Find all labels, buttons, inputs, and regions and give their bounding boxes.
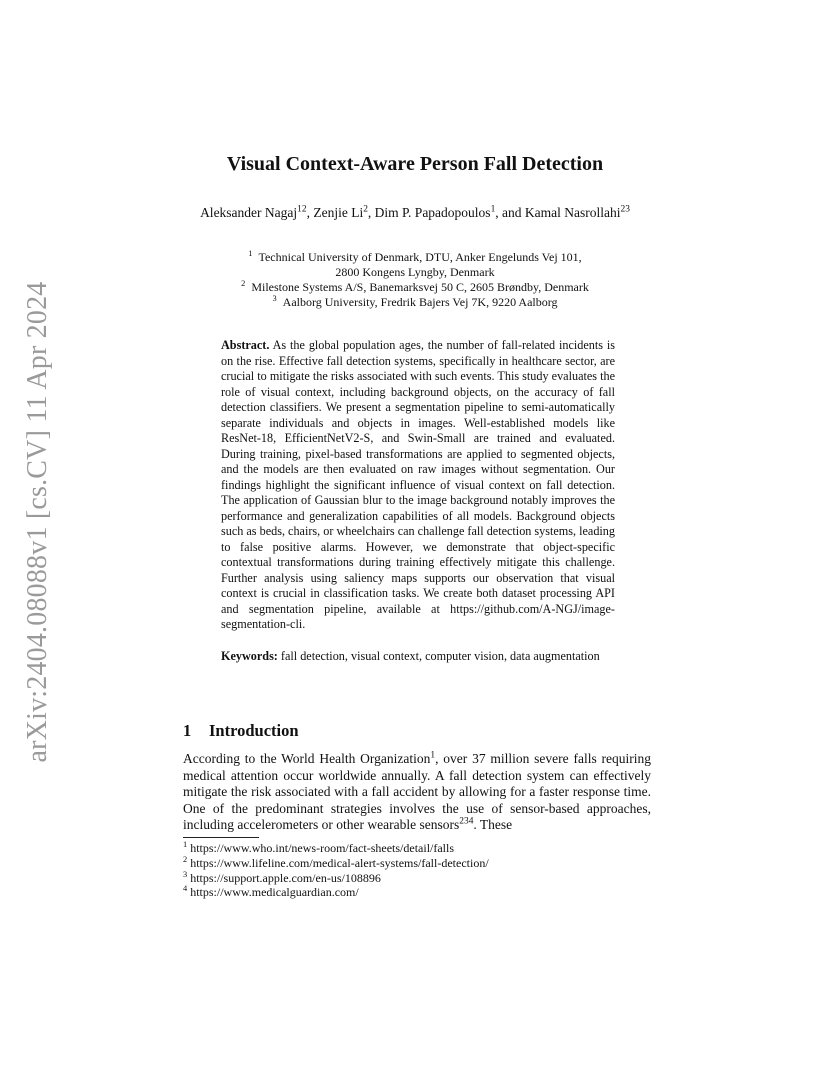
arxiv-side-stamp (12, 282, 64, 762)
footnote (183, 841, 651, 856)
affiliation-number: 2 (241, 279, 246, 288)
author-affiliation-mark: 2 (363, 204, 368, 215)
author-name: , Zenjie Li (306, 205, 364, 220)
paper-title: Visual Context-Aware Person Fall Detection (226, 153, 604, 175)
arxiv-identifier: arXiv:2404.08088v1 [cs.CV] 11 Apr 2024 (22, 282, 53, 762)
abstract-text: As the global population ages, the number of fall-related incidents is on the rise. Effective fall detection systems, specifically in healthcare sector, are crucial to mitigate the risks associated with such events. This study evaluates the role of visual context, including background objects, on the accuracy of fall detection classifiers. We present a segmentation pipeline to semi-automatically separate individuals and objects in images. Well-established models like ResNet-18, EfficientNetV2-S, and Swin-Small are trained and evaluated. During training, pixel-based transformations are applied to segmented objects, and the models are then evaluated on raw images without segmentation. Our findings highlight the significant influence of visual context on fall detection. The application of Gaussian blur to the image background notably improves the performance and generalization capabilities of all models. Background objects such as beds, chairs, or wheelchairs can challenge fall detection systems, leading to false positive alarms. However, we demonstrate that object-specific contextual transformations during training effectively mitigate this challenge. Further analysis using saliency maps supports our observation that visual context is crucial in classification tasks. We create both dataset processing API and segmentation pipeline, available at https://github.com/A-NGJ/image-segmentation-cli. (221, 338, 615, 631)
author-affiliation-mark: 12 (297, 204, 307, 215)
section-heading (183, 720, 299, 742)
footnote-link[interactable]: https://support.apple.com/en-us/108896 (190, 870, 381, 885)
affiliation-number: 3 (272, 294, 277, 303)
author-affiliation-mark: 23 (620, 204, 630, 215)
footnote-rule (183, 837, 259, 838)
footnote-number: 1 (183, 840, 188, 849)
abstract-label: Abstract. (221, 338, 270, 352)
keywords (221, 649, 615, 665)
section-number: 1 (183, 721, 192, 740)
keywords-text: fall detection, visual context, computer vision, data augmentation (280, 649, 600, 663)
intro-paragraph: According to the World Health Organization$^1$, over 37 million severe falls requiring medical attention occur worldwide annually. A fall detection system can effectively mitigate the risk associated with a fall accident by allowing for a faster response time. One of the predominant strategies involves the use of sensor-based approaches, including accelerometers or other wearable sensors$^{234}$. These (183, 750, 651, 833)
affiliation-line: $^3$ Aalborg University, Fredrik Bajers Vej 7K, 9220 Aalborg (272, 294, 558, 309)
footnote-ref: 234 (459, 816, 474, 827)
author-name: , and Kamal Nasrollahi (495, 205, 621, 220)
affiliation-line: $^1$ Technical University of Denmark, DTU, Anker Engelunds Vej 101, (248, 249, 582, 264)
abstract (221, 338, 615, 633)
footnote (183, 856, 651, 871)
affiliation-number: 1 (248, 249, 253, 258)
author-name: , Dim P. Papadopoulos (367, 205, 491, 220)
footnote (183, 885, 651, 900)
footnote (183, 871, 651, 886)
author-list (200, 204, 630, 221)
footnote-link[interactable]: https://www.medicalguardian.com/ (190, 885, 359, 900)
footnote-link[interactable]: https://www.who.int/news-room/fact-sheets/detail/falls (190, 841, 455, 855)
footnote-number: 3 (183, 869, 188, 879)
footnote-number: 4 (183, 884, 188, 894)
footnote-number: 2 (183, 854, 188, 864)
affiliation-line: 2800 Kongens Lyngby, Denmark (335, 265, 495, 279)
footnote-link[interactable]: https://www.lifeline.com/medical-alert-systems/fall-detection/ (190, 855, 489, 870)
author-affiliation-mark: 1 (490, 204, 496, 215)
affiliation-line: $^2$ Milestone Systems A/S, Banemarksvej 50 C, 2605 Brøndby, Denmark (241, 279, 589, 294)
affiliation-block (200, 250, 630, 310)
section-title: Introduction (209, 721, 299, 740)
footnotes (183, 841, 651, 900)
footnote-ref: 1 (430, 750, 436, 761)
author-name: Aleksander Nagaj (200, 205, 298, 220)
keywords-label: Keywords: (221, 649, 278, 663)
